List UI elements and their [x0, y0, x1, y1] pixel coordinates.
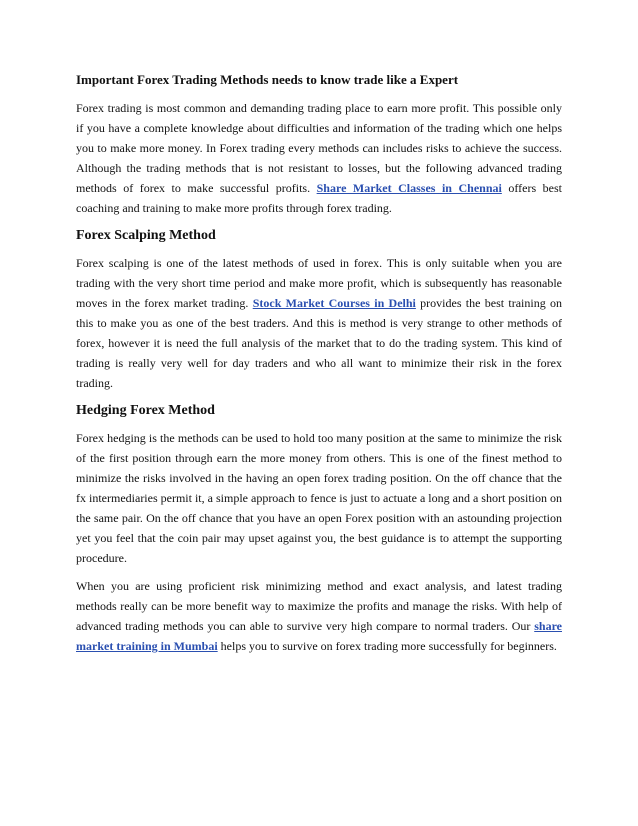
intro-text-before: Forex trading is most common and demanding trading place to earn more profit. This possible only if you have a complete knowledge about difficulties and information of the trading which one helps you to make more money. In Forex trading every methods can includes risks to achieve the success. Although the trading methods that is not resistant to losses, but the following advanced trading methods of forex to make successful profits.: [76, 101, 562, 195]
hedging-forex-heading: Hedging Forex Method: [76, 403, 215, 418]
conclusion-paragraph: [76, 576, 562, 656]
forex-scalping-heading: Forex Scalping Method: [76, 228, 216, 243]
document-page: [76, 66, 562, 664]
intro-paragraph: [76, 98, 562, 218]
hedging-paragraph: Forex hedging is the methods can be used to hold too many position at the same to minimize the risk of the first position through earn the more money from others. This is one of the finest method to minimize the risks involved in the having an open forex trading position. On the off chance that the fx intermediaries permit it, a simple approach to fence is just to actuate a long and a short position on the same pair. On the off chance that you have an open Forex position with an astounding projection yet you feel that the coin pair may upset against you, the best guidance is to attempt the supporting procedure.: [76, 431, 562, 565]
intro-text-after: offers best coaching and training to make more profits through forex trading.: [76, 181, 563, 215]
forex-scalping-paragraph: [76, 253, 562, 393]
share-market-training-mumbai-link[interactable]: share market training in Mumbai: [76, 619, 562, 653]
scalping-text-before: Forex scalping is one of the latest methods of used in forex. This is only suitable when you are trading with the very short time period and make more profit, which is subsequently has reasonable moves in the forex market trading.: [76, 256, 562, 310]
document-title: Important Forex Trading Methods needs to know trade like a Expert: [76, 72, 459, 87]
share-market-classes-chennai-link[interactable]: Share Market Classes in Chennai: [316, 181, 502, 195]
conclusion-text-after: helps you to survive on forex trading more successfully for beginners.: [217, 639, 557, 653]
scalping-text-after: provides the best training on this to make you as one of the best traders. And this is method is very strange to other methods of forex, however it is need the full analysis of the market that to do the trading system. This kind of trading is really very well for day traders and who all want to minimize their risk in the forex trading.: [76, 296, 563, 390]
conclusion-text-before: When you are using proficient risk minimizing method and exact analysis, and latest trading methods really can be more benefit way to maximize the profits and manage the risks. With help of advanced trading methods you can able to survive very high compare to normal traders. Our: [76, 579, 562, 633]
stock-market-courses-delhi-link[interactable]: Stock Market Courses in Delhi: [252, 296, 416, 310]
